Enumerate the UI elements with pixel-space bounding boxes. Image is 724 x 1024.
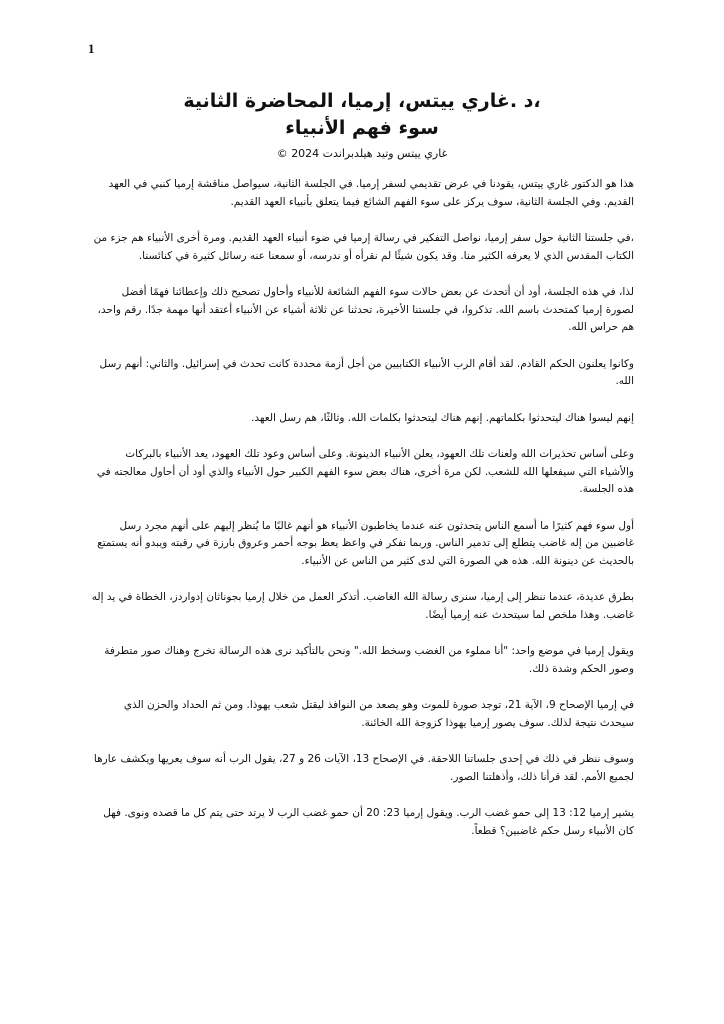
paragraph-4: وكانوا يعلنون الحكم القادم. لقد أقام الرب الأنبياء الكتابيين من أجل أزمة محددة كانت تحدث في إسرائيل. والثاني: أنهم رسل الله. — [99, 357, 634, 387]
paragraph-7: أول سوء فهم كثيرًا ما أسمع الناس يتحدثون عنه عندما يخاطبون الأنبياء هو أنهم غالبًا ما يُنظر إليهم على أنهم مجرد رسل غاضبين من إله غاضب يتطلع إلى تدمير الناس. وربما نفكر في واعظ يعظ بوجه أحمر وعروق بارزة في رقبته ويبدو أنه يستمتع بالحديث عن دينونة الله. هذه هي الصورة التي لدى كثير من الناس عن الأنبياء. — [97, 519, 634, 567]
paragraph-12: يشير إرميا 12: 13 إلى حمو غضب الرب. ويقول إرميا 23: 20 أن حمو غضب الرب لا يرتد حتى يتم كل ما قصده ونوى. فهل كان الأنبياء رسل حكم غاضبين؟ قطعاً. — [103, 807, 634, 837]
paragraph-3: لذا، في هذه الجلسة، أود أن أتحدث عن بعض حالات سوء الفهم الشائعة للأنبياء وأحاول تصحيح ذلك وإعطائنا فهمًا أفضل لصورة إرميا كمتحدث باسم الله. تذكروا، في جلستنا الأخيرة، تحدثنا عن ثلاثة أشياء عن الأنبياء أعتقد أنها مهمة جدًا. رقم واحد، هم حراس الله. — [97, 286, 634, 333]
paragraph-8: بطرق عديدة، عندما ننظر إلى إرميا، سنرى رسالة الله الغاضب. أتذكر العمل من خلال إرميا بجوناثان إدواردز، الخطاة في يد إله غاضب. وهذا ملخص لما سيتحدث عنه إرميا أيضًا. — [91, 591, 634, 621]
title-line-2: سوء فهم الأنبياء — [285, 117, 439, 139]
title-line-1: ،د .غاري ييتس، إرميا، المحاضرة الثانية — [183, 90, 541, 112]
page-number: 1 — [88, 41, 95, 56]
paragraph-11: وسوف ننظر في ذلك في إحدى جلساتنا اللاحقة. في الإصحاح 13، الآيات 26 و 27، يقول الرب أنه سوف يعريها ويكشف عارها لجميع الأمم. لقد قرأنا ذلك، وأذهلتنا الصور. — [93, 753, 634, 783]
paragraph-5: إنهم ليسوا هناك ليتحدثوا بكلماتهم. إنهم هناك ليتحدثوا بكلمات الله. وثالثًا، هم رسل العهد. — [251, 411, 634, 424]
document-body — [90, 176, 634, 859]
paragraph-10: في إرميا الإصحاح 9، الآية 21، توجد صورة للموت وهو يصعد من النوافذ ليقتل شعب يهوذا. ومن ثم الحداد والحزن الذي سيحدث نتيجة لذلك. سوف يصور إرميا يهوذا كزوجة الله الخائنة. — [123, 699, 634, 729]
paragraph-9: ويقول إرميا في موضع واحد: "أنا مملوء من الغضب وسخط الله." ونحن بالتأكيد نرى هذه الرسالة تخرج وهناك صور متطرفة وصور الحكم وشدة ذلك. — [104, 645, 634, 675]
copyright-line: غاري ييتس وتيد هيلدبراندت 2024 © — [276, 147, 448, 160]
paragraph-2: ،في جلستنا الثانية حول سفر إرميا، نواصل التفكير في رسالة إرميا في ضوء أنبياء العهد القديم. ومرة أخرى الأنبياء هم جزء من الكتاب المقدس الذي لا يعرفه الكثير منا. وقد يكون شيئًا لم نقرأه أو ندرسه، أو سمعنا عنه رسائل كثيرة في كنائسنا. — [93, 232, 634, 262]
paragraph-1: هذا هو الدكتور غاري ييتس، يقودنا في عرض تقديمي لسفر إرميا. في الجلسة الثانية، سيواصل مناقشة إرميا كنبي في العهد القديم. وفي الجلسة الثانية، سوف يركز على سوء الفهم الشائع فيما يتعلق بأنبياء العهد القديم. — [108, 178, 634, 208]
paragraph-6: وعلى أساس تحذيرات الله ولعنات تلك العهود، يعلن الأنبياء الدينونة. وعلى أساس وعود تلك العهود، يعد الأنبياء بالبركات والأشياء التي سيفعلها الله للشعب. لكن مرة أخرى، هناك بعض سوء الفهم الكبير حول الأنبياء والذي أود أن أحاول معالجته في هذه الجلسة. — [96, 448, 634, 495]
document-header — [90, 88, 634, 163]
